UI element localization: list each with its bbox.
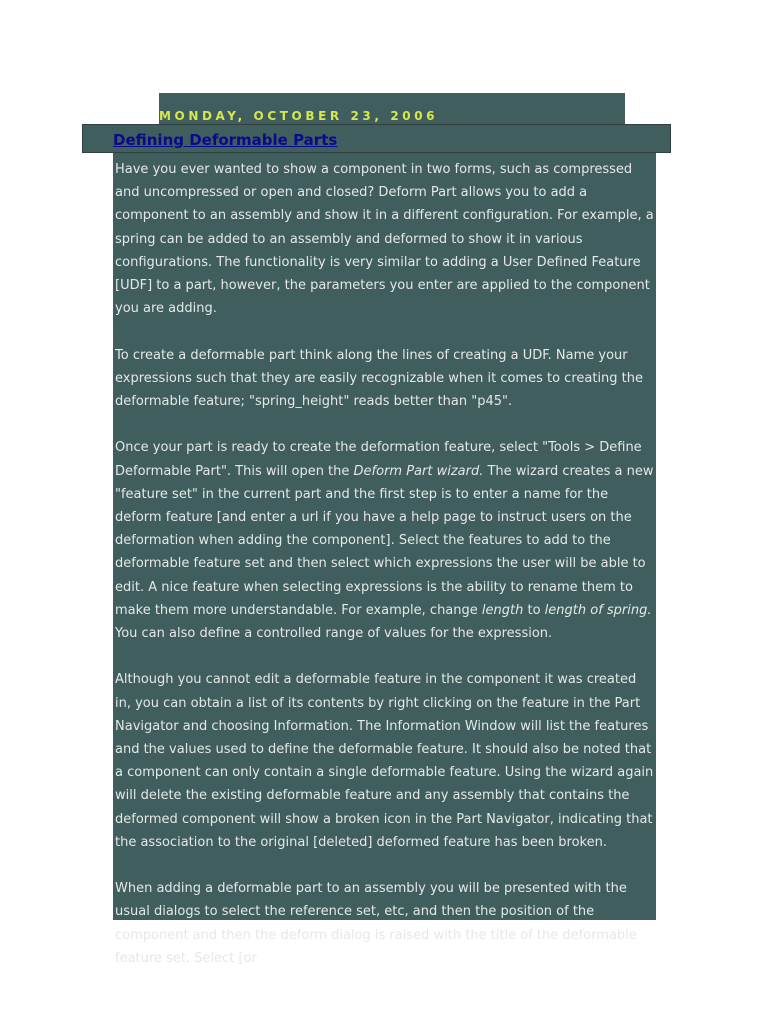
post-title-link[interactable]: Defining Deformable Parts <box>113 131 338 149</box>
wizard-text-a: Once your part is ready to create the deformation feature, select "Tools > Define Deformable Part". This will open the <box>115 440 642 479</box>
term-length: length <box>481 602 524 618</box>
wizard-name: Deform Part wizard. <box>353 463 484 479</box>
paragraph-intro: Have you ever wanted to show a component in two forms, such as compressed and uncompressed or open and closed? Deform Part allows you to add a component to an assembly and show it in a different configuration. For example, a spring can be added to an assembly and deformed to show it in various configurations. The functionality is very similar to adding a User Defined Feature [UDF] to a part, however, the parameters you enter are applied to the component you are adding. <box>115 162 654 317</box>
paragraph-create-udf: To create a deformable part think along the lines of creating a UDF. Name your expressions such that they are easily recognizable when it comes to creating the deformable feature; "spring_height" reads better than "p45". <box>115 347 644 410</box>
wizard-text-c: The wizard creates a new "feature set" in the current part and the first step is to enter a name for the deform feature [and enter a url if you have a help page to instruct users on the deformation when adding the component]. Select the features to add to the deformable feature set and then select which expressions the user will be able to edit. A nice feature when selecting expressions is the ability to rename them to make them more understandable. For example, change <box>115 463 654 618</box>
post-body <box>113 153 656 966</box>
paragraph-editing: Although you cannot edit a deformable feature in the component it was created in, you can obtain a list of its contents by right clicking on the feature in the Part Navigator and choosing Information. The Information Window will list the features and the values used to define the deformable feature. It should also be noted that a component can only contain a single deformable feature. Using the wizard again will delete the existing deformable feature and any assembly that contains the deformed component will show a broken icon in the Part Navigator, indicating that the association to the original [deleted] deformed feature has been broken. <box>115 672 654 850</box>
wizard-text-e: to <box>523 602 545 618</box>
post-date: MONDAY, OCTOBER 23, 2006 <box>159 109 439 123</box>
paragraph-wizard <box>115 436 655 645</box>
term-length-of-spring: length of spring. <box>544 602 652 618</box>
wizard-text-g: You can also define a controlled range of values for the expression. <box>115 626 553 642</box>
paragraph-assembly: When adding a deformable part to an assembly you will be presented with the usual dialogs to select the reference set, etc, and then the position of the component and then the deform dialog is raised with the title of the deformable feature set. Select [or <box>115 881 637 966</box>
